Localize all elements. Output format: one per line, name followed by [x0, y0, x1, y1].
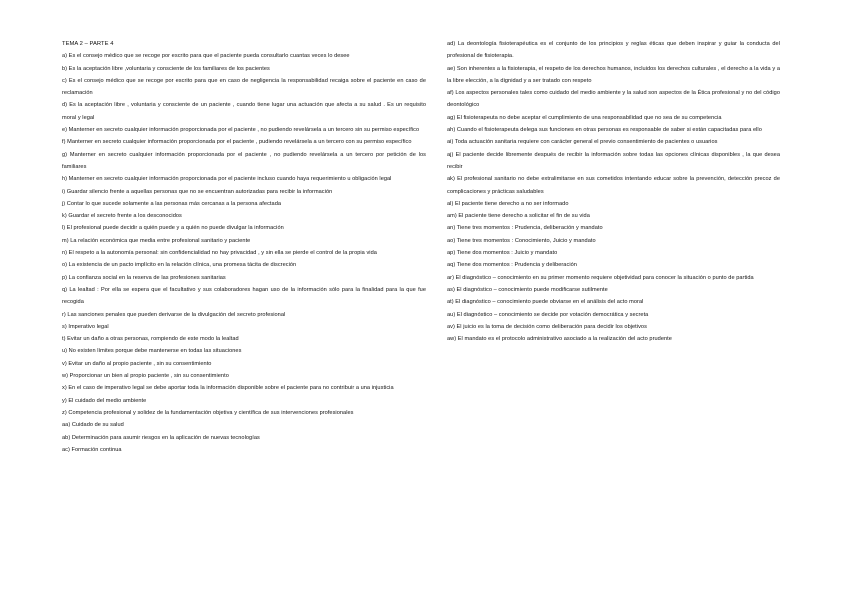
list-item: ah) Cuando el fisioterapeuta delega sus funciones en otras personas es responsable de saber si están capacitadas para ello	[447, 127, 762, 134]
list-item: aj) El paciente decide libremente después de recibir la información sobre todas las opciones clínicas disponibles , la que desea recibir	[447, 151, 780, 170]
list-item: n) El respeto a la autonomía personal: sin confidencialidad no hay privacidad , y sin ella se pierde el control de la propia vida	[62, 250, 377, 257]
list-item: d) Es la aceptación libre , voluntaria y consciente de un paciente , cuando tiene lugar una actuación que afecta a su salud . Es un requisito moral y legal	[62, 102, 426, 121]
list-item: s) Imperativo legal	[62, 323, 109, 330]
list-item: b) Es la aceptación libre ,voluntaria y consciente de los familiares de los pacientes	[62, 65, 270, 72]
list-item: ae) Son inherentes a la fisioterapia, el respeto de los derechos humanos, incluidos los derechos culturales , el derecho a la vida y a la libre elección, a la dignidad y a ser tratado con respeto	[447, 65, 780, 84]
list-item: p) La confianza social en la reserva de las profesiones sanitarias	[62, 274, 226, 281]
list-item: x) En el caso de imperativo legal se debe aportar toda la información disponible sobre el paciente para no contribuir a una injusticia	[62, 385, 394, 392]
list-item: o) La existencia de un pacto implícito en la relación clínica, una promesa tácita de discreción	[62, 262, 297, 269]
list-item: ac) Formación continua	[62, 446, 122, 453]
list-item: af) Los aspectos personales tales como cuidado del medio ambiente y la salud son aspectos de la Ética profesional y no del código deontológico	[447, 90, 780, 109]
list-item: ag) El fisioterapeuta no debe aceptar el cumplimiento de una responsabilidad que no sea de su competencia	[447, 114, 722, 121]
list-item: as) El diagnóstico – conocimiento puede modificarse sutilmente	[447, 286, 608, 293]
list-item: u) No existen límites porque debe mantenerse en todas las situaciones	[62, 348, 242, 355]
list-item: g) Manterner en secreto cualquier información proporcionada por el paciente , no pudiendo revelársela a un tercero por petición de los familiares	[62, 151, 426, 170]
list-item: aw) El mandato es el protocolo administrativo asociado a la realización del acto prudente	[447, 336, 672, 343]
list-item: z) Competencia profesional y solidez de la fundamentación objetiva y científica de sus intervenciones profesionales	[62, 409, 354, 416]
list-item: an) Tiene tres momentos : Prudencia, deliberación y mandato	[447, 225, 603, 232]
left-column	[62, 38, 426, 456]
list-item: v) Evitar un daño al propio paciente , sin su consentimiento	[62, 360, 212, 367]
list-item: ai) Toda actuación sanitaria requiere con carácter general el previo consentimiento de pacientes o usuarios	[447, 139, 718, 146]
list-item: al) El paciente tiene derecho a no ser informado	[447, 200, 569, 207]
right-column	[447, 38, 780, 345]
list-item: aq) Tiene dos momentos : Prudencia y deliberación	[447, 262, 577, 269]
list-item: ab) Determinación para asumir riesgos en la aplicación de nuevas tecnologías	[62, 434, 260, 441]
list-item: h) Manterner en secreto cualquier información proporcionada por el paciente incluso cuando haya requerimiento u obligación legal	[62, 176, 392, 183]
list-item: f) Manterner en secreto cualquier información proporcionada por el paciente , pudiendo revelársela a un tercero con su permiso específico	[62, 139, 412, 146]
list-item: i) Guardar silencio frente a aquellas personas que no se encuentran autorizadas para recibir la información	[62, 188, 333, 195]
list-item: y) El cuidado del medio ambiente	[62, 397, 147, 404]
list-item: ad) La deontología fisioterapéutica es el conjunto de los principios y reglas éticas que deben inspirar y guiar la conducta del profesional de fisioterapia.	[447, 41, 780, 60]
list-item: aa) Cuidado de su salud	[62, 422, 124, 429]
list-item: ap) Tiene dos momentos : Juicio y mandato	[447, 250, 558, 257]
list-item: ao) Tiene tres momentos : Conocimiento, Juicio y mandato	[447, 237, 596, 244]
list-item: av) El juicio es la toma de decisión como deliberación para decidir los objetivos	[447, 323, 647, 330]
list-item: c) Es el consejo médico que se recoge por escrito para que en caso de negligencia la responsabilidad recaiga sobre el paciente en caso de reclamación	[62, 77, 426, 97]
list-item: ar) El diagnóstico – conocimiento en su primer momento requiere objetividad para conocer la situación o punto de partida	[447, 274, 754, 281]
list-item: l) El profesional puede decidir a quién puede y a quién no puede divulgar la información	[62, 225, 284, 232]
list-item: w) Proporcionar un bien al propio paciente , sin su consentimiento	[62, 373, 229, 380]
list-item: q) La lealtad : Por ella se espera que el facultativo y sus colaboradores hagan uso de la información sólo para la finalidad para la que fue recogida	[62, 286, 426, 306]
list-item: ak) El profesional sanitario no debe extralimitarse en sus cometidos intentando educar sobre la prevención, detección precoz de complicaciones y prácticas saludables	[447, 176, 780, 195]
list-item: t) Evitar un daño a otras personas, rompiendo de este modo la lealtad	[62, 336, 239, 343]
list-item: au) El diagnóstico – conocimiento se decide por votación democrática y secreta	[447, 311, 649, 318]
list-item: at) El diagnóstico – conocimiento puede obviarse en el análisis del acto moral	[447, 299, 644, 306]
list-item: j) Contar lo que sucede solamente a las personas más cercanas a la persona afectada	[62, 200, 282, 207]
section-title: TEMA 2 – PARTE 4	[62, 41, 114, 47]
list-item: m) La relación económica que media entre profesional sanitario y paciente	[62, 237, 251, 244]
list-item: k) Guardar el secreto frente a los desconocidos	[62, 213, 182, 220]
list-item: e) Manterner en secreto cualquier información proporcionada por el paciente , no pudiendo revelársela a un tercero sin su permiso específico	[62, 127, 420, 134]
list-item: a) Es el consejo médico que se recoge por escrito para que el paciente pueda consultarlo cuantas veces lo desee	[62, 53, 350, 60]
list-item: r) Las sanciones penales que pueden derivarse de la divulgación del secreto profesional	[62, 311, 286, 318]
list-item: am) El paciente tiene derecho a solicitar el fin de su vida	[447, 213, 590, 220]
